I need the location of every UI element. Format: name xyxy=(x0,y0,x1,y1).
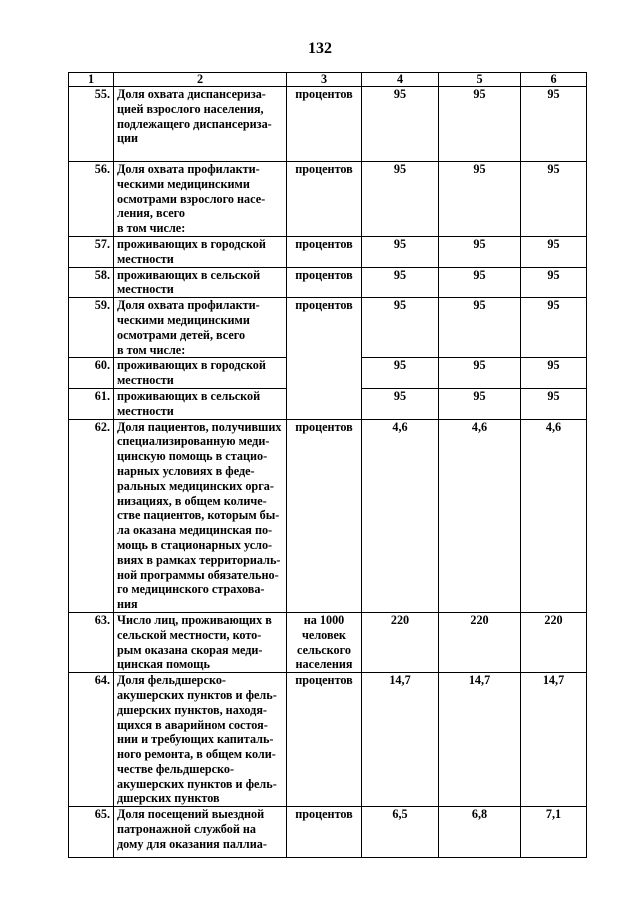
row-value-col4: 4,6 xyxy=(362,419,439,612)
page-number: 132 xyxy=(308,40,332,57)
row-value-col5: 6,8 xyxy=(439,807,521,858)
table-row xyxy=(69,673,587,807)
row-unit: на 1000 человек сельского населения xyxy=(287,612,362,672)
row-value-col4: 95 xyxy=(362,87,439,162)
row-description: проживающих в городской местности xyxy=(114,237,287,268)
table-row xyxy=(69,162,587,237)
header-cell: 5 xyxy=(439,73,521,87)
row-number: 65. xyxy=(69,807,114,858)
row-number: 58. xyxy=(69,267,114,298)
row-value-col5: 220 xyxy=(439,612,521,672)
table-row xyxy=(69,298,587,358)
indicator-table xyxy=(68,72,587,858)
row-value-col5: 95 xyxy=(439,388,521,419)
row-description: Доля пациентов, получивших специализированную меди- цинскую помощь в стацио- нарных условиях в феде- ральных медицинских орга- низациях, в общем количе- стве пациентов, которым бы- ла оказана медицинская по- мощь в стационарных усло- виях в рамках территориаль- ной программы обязательно- го медицинского страхова- ния xyxy=(114,419,287,612)
row-number: 64. xyxy=(69,673,114,807)
row-number: 55. xyxy=(69,87,114,162)
row-value-col4: 95 xyxy=(362,358,439,389)
row-value-col4: 95 xyxy=(362,388,439,419)
row-value-col6: 95 xyxy=(521,162,587,237)
row-value-col6: 95 xyxy=(521,298,587,358)
row-unit: процентов xyxy=(287,237,362,268)
row-description: Доля охвата профилакти- ческими медицинскими осмотрами взрослого насе- ления, всего в том числе: xyxy=(114,162,287,237)
header-cell: 2 xyxy=(114,73,287,87)
row-number: 63. xyxy=(69,612,114,672)
table-row xyxy=(69,237,587,268)
row-number: 59. xyxy=(69,298,114,358)
row-unit: процентов xyxy=(287,87,362,162)
row-unit: процентов xyxy=(287,267,362,298)
row-value-col4: 14,7 xyxy=(362,673,439,807)
table-row xyxy=(69,419,587,612)
header-cell: 4 xyxy=(362,73,439,87)
row-unit: процентов xyxy=(287,807,362,858)
row-value-col4: 6,5 xyxy=(362,807,439,858)
row-number: 62. xyxy=(69,419,114,612)
row-value-col6: 7,1 xyxy=(521,807,587,858)
row-value-col5: 4,6 xyxy=(439,419,521,612)
row-value-col6: 95 xyxy=(521,358,587,389)
row-description: проживающих в сельской местности xyxy=(114,388,287,419)
row-description: Доля фельдшерско- акушерских пунктов и фель- дшерских пунктов, находя- щихся в аварийном состоя- нии и требующих капиталь- ного ремонта, в общем коли- честве фельдшерско- акушерских пунктов и фель- дшерских пунктов xyxy=(114,673,287,807)
table-row xyxy=(69,87,587,162)
row-value-col4: 95 xyxy=(362,162,439,237)
row-value-col5: 95 xyxy=(439,237,521,268)
header-cell: 6 xyxy=(521,73,587,87)
row-value-col6: 14,7 xyxy=(521,673,587,807)
row-value-col6: 4,6 xyxy=(521,419,587,612)
row-value-col5: 95 xyxy=(439,267,521,298)
table-header-row xyxy=(69,73,587,87)
row-unit: процентов xyxy=(287,673,362,807)
row-value-col4: 220 xyxy=(362,612,439,672)
header-cell: 1 xyxy=(69,73,114,87)
row-value-col4: 95 xyxy=(362,298,439,358)
row-unit: процентов xyxy=(287,419,362,612)
row-description: Доля охвата диспансериза- цией взрослого населения, подлежащего диспансериза- ции xyxy=(114,87,287,162)
row-value-col5: 95 xyxy=(439,87,521,162)
row-value-col6: 220 xyxy=(521,612,587,672)
row-description: Доля охвата профилакти- ческими медицинскими осмотрами детей, всего в том числе: xyxy=(114,298,287,358)
row-description: Число лиц, проживающих в сельской местности, кото- рым оказана скорая меди- цинская помощь xyxy=(114,612,287,672)
row-description: проживающих в сельской местности xyxy=(114,267,287,298)
row-value-col6: 95 xyxy=(521,267,587,298)
row-number: 56. xyxy=(69,162,114,237)
row-value-col5: 95 xyxy=(439,358,521,389)
header-cell: 3 xyxy=(287,73,362,87)
table-row xyxy=(69,612,587,672)
row-value-col4: 95 xyxy=(362,237,439,268)
row-description: проживающих в городской местности xyxy=(114,358,287,389)
row-value-col6: 95 xyxy=(521,87,587,162)
row-value-col4: 95 xyxy=(362,267,439,298)
row-unit: процентов xyxy=(287,162,362,237)
row-value-col6: 95 xyxy=(521,237,587,268)
row-value-col5: 14,7 xyxy=(439,673,521,807)
row-number: 60. xyxy=(69,358,114,389)
table-row xyxy=(69,267,587,298)
row-number: 57. xyxy=(69,237,114,268)
row-number: 61. xyxy=(69,388,114,419)
row-value-col5: 95 xyxy=(439,162,521,237)
row-description: Доля посещений выездной патронажной службой на дому для оказания паллиа- xyxy=(114,807,287,858)
row-value-col6: 95 xyxy=(521,388,587,419)
row-value-col5: 95 xyxy=(439,298,521,358)
row-unit: процентов xyxy=(287,298,362,419)
table-row xyxy=(69,807,587,858)
